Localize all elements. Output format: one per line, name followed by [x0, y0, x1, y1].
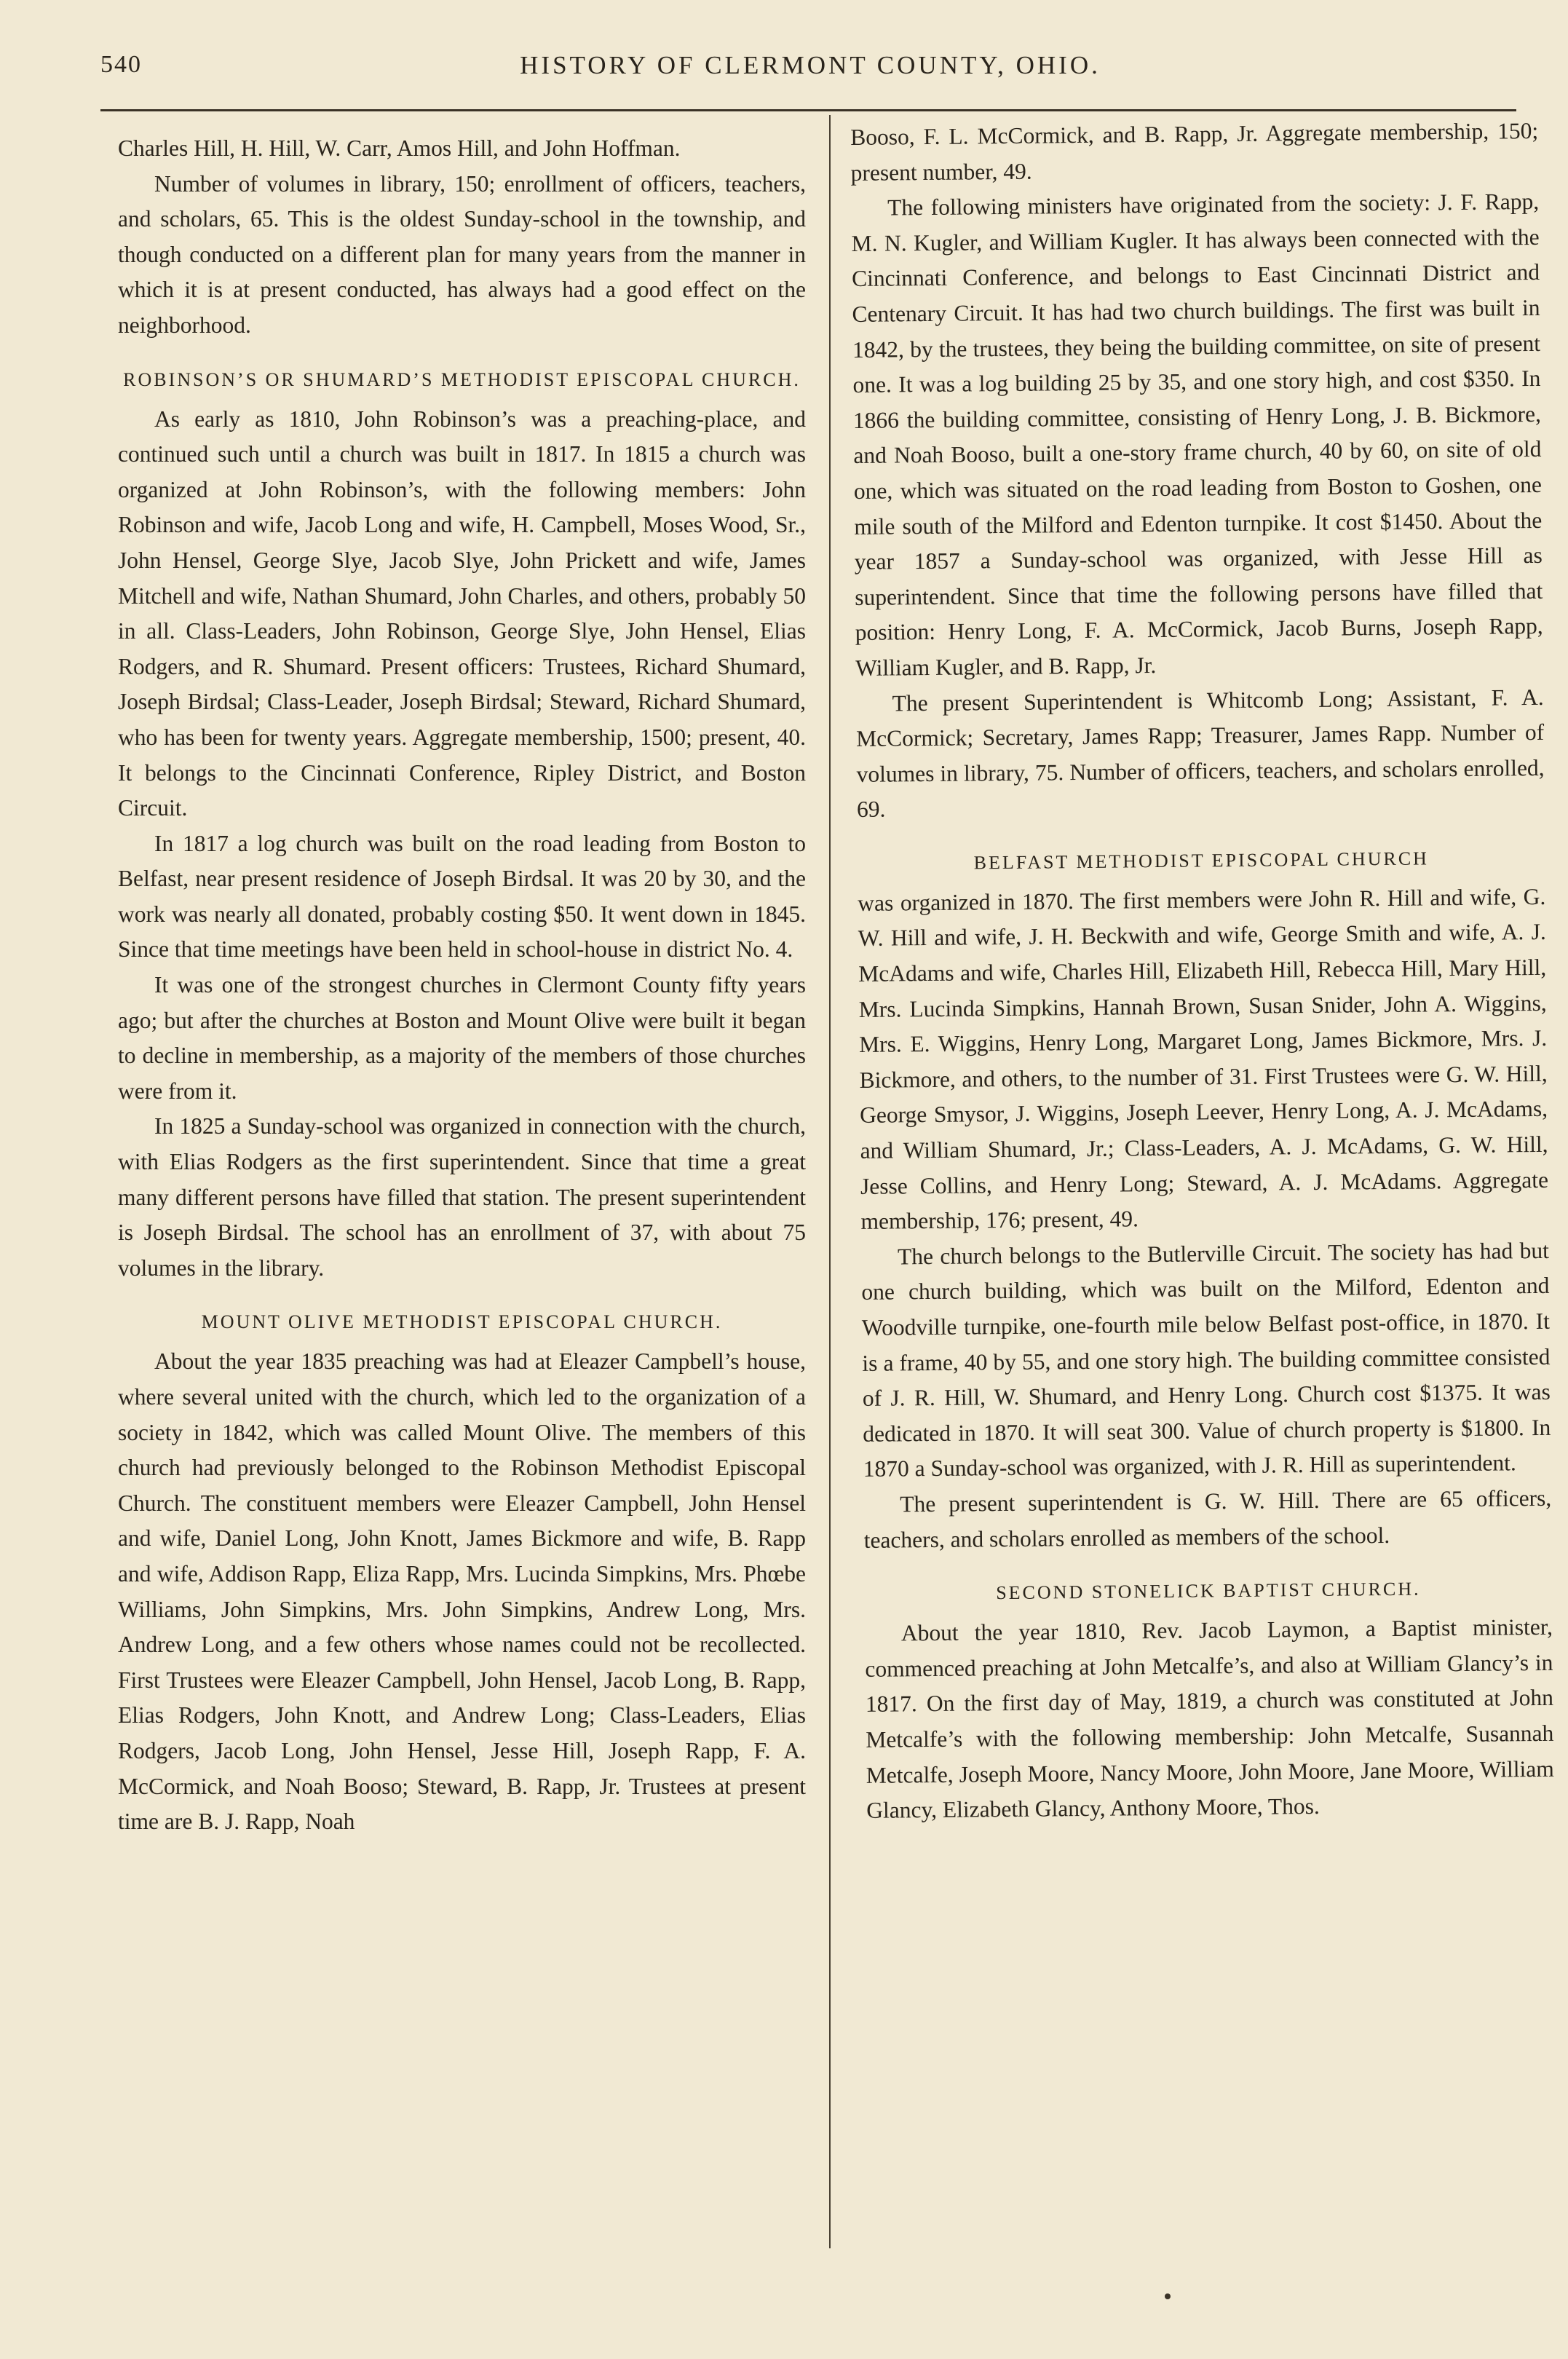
paragraph: About the year 1835 preaching was had at Eleazer Campbell’s house, where several united with the church, which led to the organization of a society in 1842, which was called Mount Olive. The members of this church had previously belonged to the Robinson Methodist Episcopal Church. The constituent members were Eleazer Campbell, John Hensel and wife, Daniel Long, John Knott, James Bickmore and wife, B. Rapp and wife, Addison Rapp, Eliza Rapp, Mrs. Lucinda Simpkins, Mrs. Phœbe Williams, John Simpkins, Mrs. John Simpkins, Andrew Long, Mrs. Andrew Long, and a few others whose names could not be recollected. First Trustees were Eleazer Campbell, John Hensel, Jacob Long, B. Rapp, Elias Rodgers, John Knott, and Andrew Long; Class-Leaders, Elias Rodgers, Jacob Long, John Hensel, Jesse Hill, Joseph Rapp, F. A. McCormick, and Noah Booso; Steward, B. Rapp, Jr. Trustees at present time are B. J. Rapp, Noah	[118, 1348, 806, 1835]
paragraph: It was one of the strongest churches in Clermont County fifty years ago; but after the churches at Boston and Mount Olive were built it began to decline in membership, as a majority of the members of those churches were from it.	[118, 972, 806, 1104]
right-column	[850, 114, 1554, 1829]
paragraph: was organized in 1870. The first members were John R. Hill and wife, G. W. Hill and wife, J. H. Beckwith and wife, George Smith and wife, A. J. McAdams and wife, Charles Hill, Elizabeth Hill, Rebecca Hill, Mary Hill, Mrs. Lucinda Simpkins, Hannah Brown, Susan Snider, John A. Wiggins, Mrs. E. Wiggins, Henry Long, Margaret Long, James Bickmore, Mrs. J. Bickmore, and others, to the number of 31. First Trustees were G. W. Hill, George Smysor, J. Wiggins, Joseph Leever, Henry Long, A. J. McAdams, and William Shumard, Jr.; Class-Leaders, A. J. McAdams, G. W. Hill, Jesse Collins, and Henry Long; Steward, A. J. McAdams. Aggregate membership, 176; present, 49.	[858, 883, 1549, 1235]
page-header	[100, 45, 1520, 89]
paragraph: In 1817 a log church was built on the road leading from Boston to Belfast, near present residence of Joseph Birdsal. It was 20 by 30, and the work was nearly all donated, probably costing $50. It went down in 1845. Since that time meetings have been held in school-house in district No. 4.	[118, 830, 806, 963]
section-heading: SECOND STONELICK BAPTIST CHURCH.	[996, 1578, 1421, 1604]
running-head: HISTORY OF CLERMONT COUNTY, OHIO.	[520, 51, 1101, 79]
paragraph: Charles Hill, H. Hill, W. Carr, Amos Hill, and John Hoffman.	[118, 135, 681, 161]
ink-dot	[1165, 2293, 1171, 2299]
left-column	[118, 131, 806, 1840]
paragraph: The church belongs to the Butlerville Circuit. The society has had but one church building, which was built on the Milford, Edenton and Woodville turnpike, one-fourth mile below Belfast post-office, in 1870. It is a frame, 40 by 55, and one story high. The building committee consisted of J. R. Hill, W. Shumard, and Henry Long. Church cost $1375. It was dedicated in 1870. It will seat 300. Value of church property is $1800. In 1870 a Sunday-school was organized, with J. R. Hill as superintendent.	[861, 1237, 1551, 1482]
paragraph: In 1825 a Sunday-school was organized in connection with the church, with Elias Rodgers as the first superintendent. Since that time a great many different persons have filled that station. The present superintendent is Joseph Birdsal. The school has an enrollment of 37, with about 75 volumes in the library.	[118, 1113, 806, 1281]
column-divider	[829, 115, 831, 2248]
section-heading: ROBINSON’S OR SHUMARD’S METHODIST EPISCOPAL CHURCH.	[123, 368, 801, 390]
section-heading: BELFAST METHODIST EPISCOPAL CHURCH	[973, 847, 1430, 874]
paragraph: The following ministers have originated from the society: J. F. Rapp, M. N. Kugler, and William Kugler. It has always been connected with the Cincinnati Conference, and belongs to East Cincinnati District and Centenary Circuit. It has had two church buildings. The first was built in 1842, by the trustees, they being the building committee, on site of present one. It was a log building 25 by 35, and one story high, and cost $350. In 1866 the building committee, consisting of Henry Long, J. B. Bickmore, and Noah Booso, built a one-story frame church, 40 by 60, on site of old one, which was situated on the road leading from Boston to Goshen, one mile south of the Milford and Edenton turnpike. It cost $1450. About the year 1857 a Sunday-school was organized, with Jesse Hill as superintendent. Since that time the following persons have filled that position: Henry Long, F. A. McCormick, Jacob Burns, Joseph Rapp, William Kugler, and B. Rapp, Jr.	[851, 189, 1543, 681]
page-number: 540	[100, 51, 142, 78]
paragraph: About the year 1810, Rev. Jacob Laymon, a Baptist minister, commenced preaching at John Metcalfe’s, and also at William Glancy’s in 1817. On the first day of May, 1819, a church was constituted at John Metcalfe’s with the following membership: John Metcalfe, Susannah Metcalfe, Joseph Moore, Nancy Moore, John Moore, Jane Moore, William Glancy, Elizabeth Glancy, Anthony Moore, Thos.	[865, 1613, 1554, 1824]
paragraph: The present Superintendent is Whitcomb Long; Assistant, F. A. McCormick; Secretary, James Rapp; Treasurer, James Rapp. Number of volumes in library, 75. Number of officers, teachers, and scholars enrolled, 69.	[855, 684, 1545, 823]
paragraph: Number of volumes in library, 150; enrollment of officers, teachers, and scholars, 65. This is the oldest Sunday-school in the township, and though conducted on a different plan for many years from the manner in which it is at present conducted, has always had a good effect on the neighborhood.	[118, 170, 806, 338]
header-rule	[100, 109, 1516, 111]
paragraph: The present superintendent is G. W. Hill. There are 65 officers, teachers, and scholars enrolled as members of the school.	[863, 1485, 1552, 1553]
paragraph: As early as 1810, John Robinson’s was a preaching-place, and continued such until a church was built in 1817. In 1815 a church was organized at John Robinson’s, with the following members: John Robinson and wife, Jacob Long and wife, H. Campbell, Moses Wood, Sr., John Hensel, George Slye, Jacob Slye, John Prickett and wife, James Mitchell and wife, Nathan Shumard, John Charles, and others, probably 50 in all. Class-Leaders, John Robinson, George Slye, John Hensel, Elias Rodgers, and R. Shumard. Present officers: Trustees, Richard Shumard, Joseph Birdsal; Class-Leader, Joseph Birdsal; Steward, Richard Shumard, who has been for twenty years. Aggregate membership, 1500; present, 40. It belongs to the Cincinnati Conference, Ripley District, and Boston Circuit.	[118, 406, 806, 821]
paragraph: Booso, F. L. McCormick, and B. Rapp, Jr. Aggregate membership, 150; present number, 49.	[850, 117, 1539, 186]
section-heading: MOUNT OLIVE METHODIST EPISCOPAL CHURCH.	[201, 1311, 723, 1333]
